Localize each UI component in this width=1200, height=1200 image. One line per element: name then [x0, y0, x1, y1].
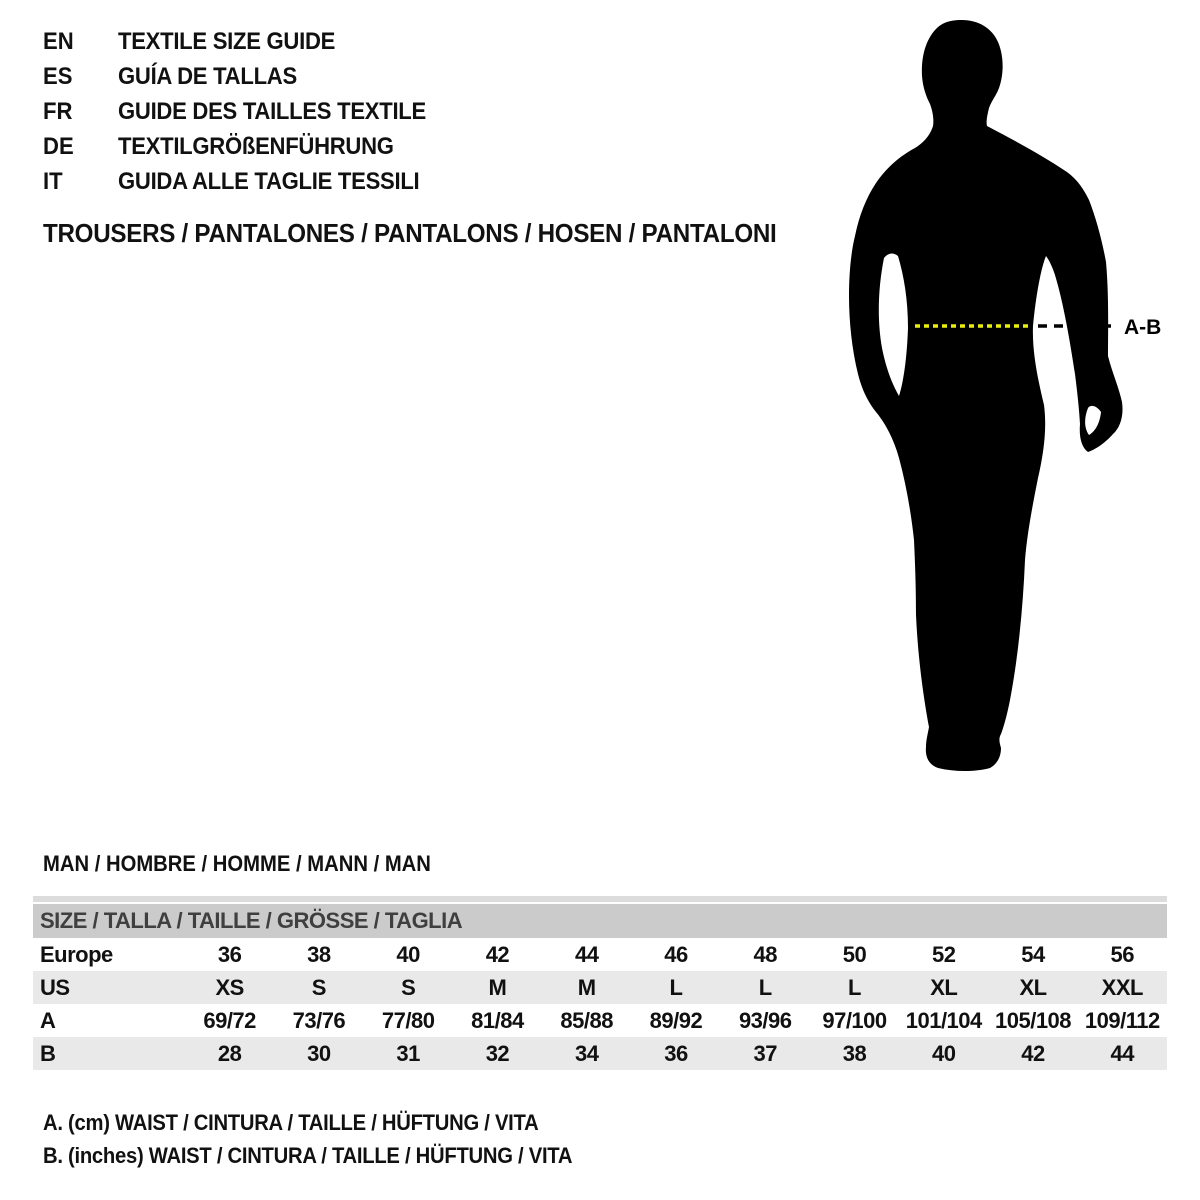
- table-top-divider: [33, 896, 1167, 902]
- size-cell: 54: [1021, 941, 1045, 967]
- garment-category-title: TROUSERS / PANTALONES / PANTALONS / HOSEN / PANTALONI: [43, 218, 777, 248]
- size-cell: M: [577, 974, 596, 1000]
- size-table-header: SIZE / TALLA / TAILLE / GRÖSSE / TAGLIA: [33, 904, 1167, 938]
- size-cell: 56: [1110, 941, 1135, 967]
- size-cell: 44: [574, 941, 599, 967]
- size-cell: 36: [664, 1040, 688, 1066]
- language-row: [43, 24, 453, 59]
- size-cell: 85/88: [560, 1007, 613, 1033]
- row-label: US: [40, 974, 70, 1000]
- size-cell: 30: [307, 1040, 331, 1066]
- table-row-europe: [33, 938, 1167, 971]
- language-title: GUÍA DE TALLAS: [118, 62, 297, 90]
- language-title: TEXTILGRÖßENFÜHRUNG: [118, 132, 394, 160]
- size-cell: 109/112: [1084, 1007, 1160, 1033]
- figure-illustration: [820, 0, 1200, 780]
- language-code: IT: [43, 167, 63, 195]
- size-cell: 101/104: [905, 1007, 982, 1033]
- gender-heading: MAN / HOMBRE / HOMME / MANN / MAN: [43, 851, 431, 876]
- size-cell: 105/108: [995, 1007, 1072, 1033]
- size-cell: 28: [217, 1040, 242, 1066]
- language-code: EN: [43, 27, 74, 55]
- size-cell: L: [758, 974, 772, 1000]
- man-silhouette: [849, 20, 1123, 771]
- measurement-notes: [43, 1106, 618, 1172]
- size-cell: XL: [930, 974, 958, 1000]
- language-row: [43, 94, 453, 129]
- size-cell: L: [848, 974, 861, 1000]
- row-label: B: [40, 1040, 56, 1066]
- size-cell: L: [669, 974, 683, 1000]
- size-cell: 32: [485, 1040, 510, 1066]
- size-cell: 77/80: [381, 1007, 435, 1033]
- language-title: GUIDE DES TAILLES TEXTILE: [118, 97, 426, 125]
- language-row: [43, 59, 453, 94]
- silhouette-svg: [820, 0, 1200, 780]
- language-title: TEXTILE SIZE GUIDE: [118, 27, 336, 55]
- size-cell: 36: [217, 941, 242, 967]
- size-cell: 44: [1110, 1040, 1135, 1066]
- size-cell: 38: [842, 1040, 867, 1066]
- size-cell: 40: [396, 941, 420, 967]
- table-row-b-inches: [33, 1037, 1167, 1070]
- note-a: A. (cm) WAIST / CINTURA / TAILLE / HÜFTUNG / VITA: [43, 1110, 539, 1135]
- size-table: [33, 896, 1167, 1070]
- language-row: [43, 129, 453, 164]
- size-cell: XXL: [1101, 974, 1143, 1000]
- size-cell: 81/84: [471, 1007, 524, 1033]
- size-cell: S: [311, 974, 326, 1000]
- size-cell: 31: [396, 1040, 420, 1066]
- size-cell: 40: [932, 1040, 956, 1066]
- language-code: DE: [43, 132, 74, 160]
- table-row-a-cm: [33, 1004, 1167, 1037]
- row-label: A: [40, 1007, 56, 1033]
- size-cell: 42: [1021, 1040, 1045, 1066]
- language-title: GUIDA ALLE TAGLIE TESSILI: [118, 167, 420, 195]
- size-cell: 50: [842, 941, 867, 967]
- size-cell: 52: [932, 941, 956, 967]
- table-row-us: [33, 971, 1167, 1004]
- language-code: ES: [43, 62, 73, 90]
- size-cell: 73/76: [292, 1007, 346, 1033]
- language-row: [43, 164, 453, 199]
- size-cell: 38: [307, 941, 331, 967]
- size-cell: S: [401, 974, 416, 1000]
- size-cell: 48: [753, 941, 777, 967]
- size-cell: 46: [664, 941, 688, 967]
- size-cell: 93/96: [738, 1007, 792, 1033]
- size-cell: 34: [574, 1040, 599, 1066]
- language-code: FR: [43, 97, 73, 125]
- size-cell: 89/92: [649, 1007, 703, 1033]
- size-cell: XL: [1019, 974, 1047, 1000]
- size-cell: M: [488, 974, 507, 1000]
- size-cell: 37: [753, 1040, 777, 1066]
- row-label: Europe: [40, 941, 113, 967]
- size-cell: 42: [485, 941, 510, 967]
- measure-label-ab: A-B: [1124, 316, 1162, 339]
- size-cell: XS: [215, 974, 244, 1000]
- size-cell: 69/72: [203, 1007, 256, 1033]
- language-title-list: [43, 24, 453, 199]
- note-b: B. (inches) WAIST / CINTURA / TAILLE / HÜFTUNG / VITA: [43, 1143, 573, 1168]
- size-cell: 97/100: [822, 1007, 887, 1033]
